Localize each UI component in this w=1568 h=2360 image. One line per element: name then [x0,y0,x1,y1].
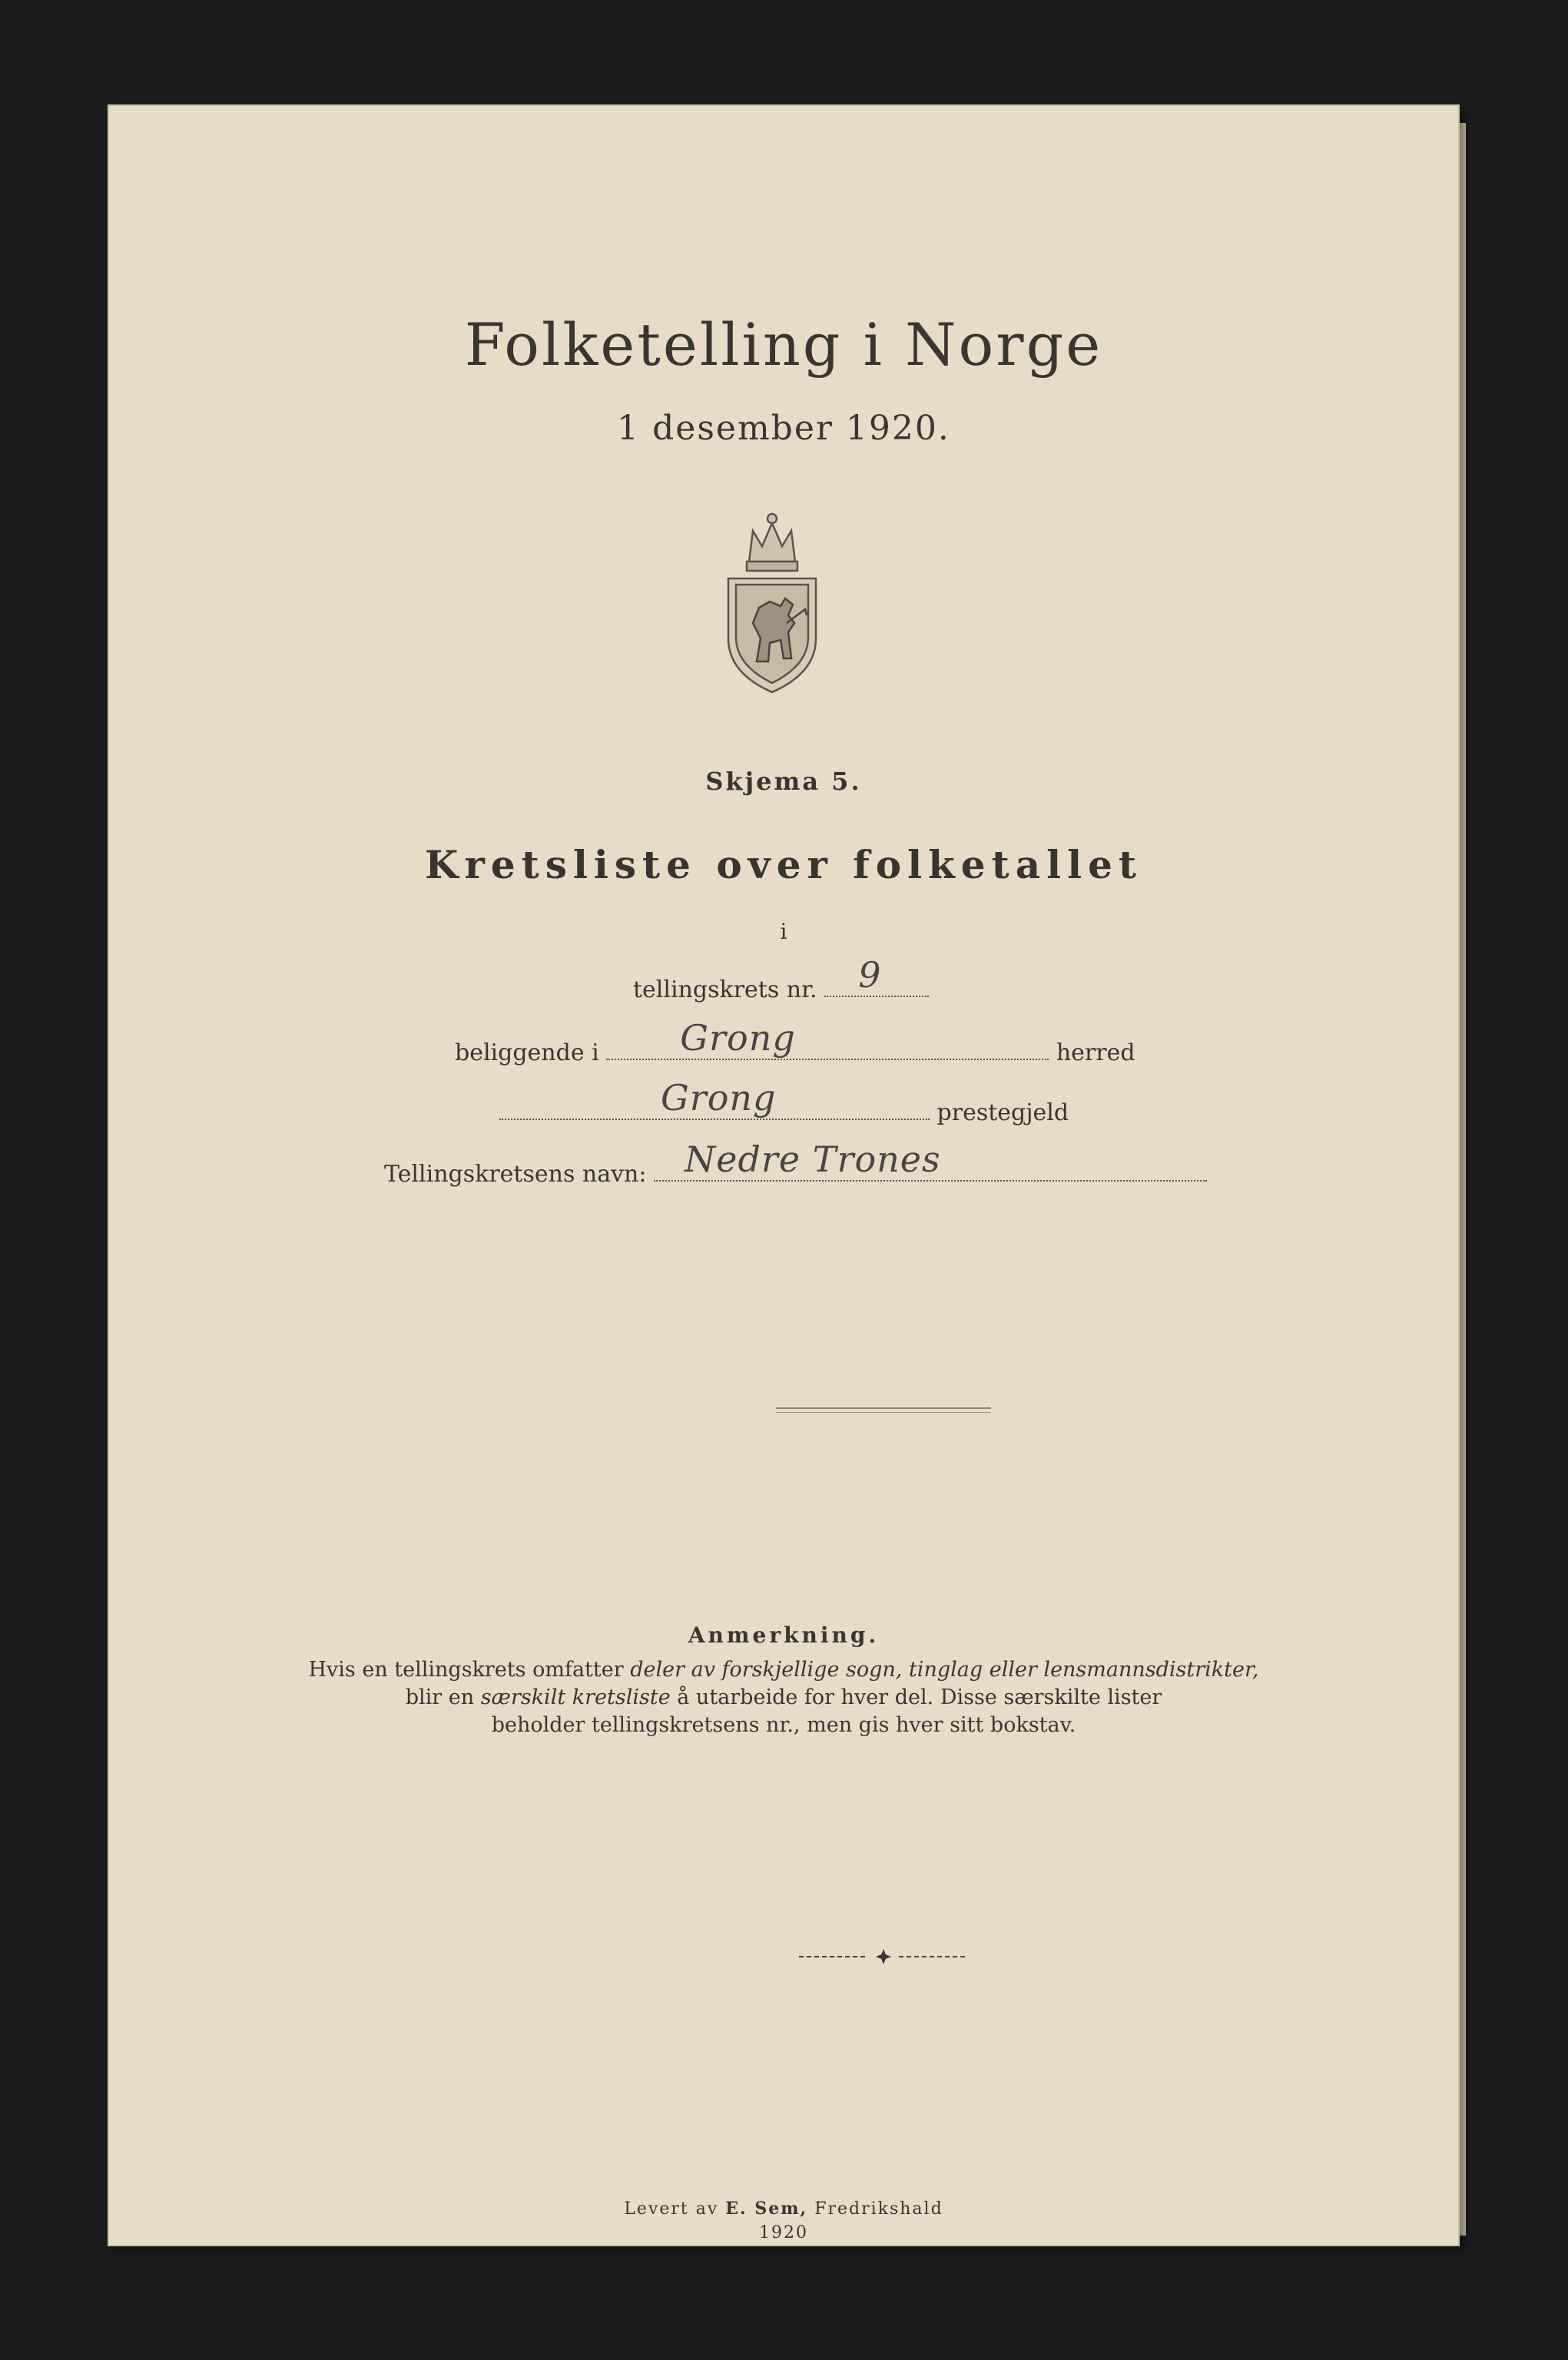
prestegjeld-value: Grong [661,1077,777,1119]
printer-city: Fredrikshald [807,2199,943,2219]
printer-credit-prefix: Levert av [624,2199,726,2219]
tellingskrets-value: 9 [858,954,882,996]
note-line-1-emphasis: deler av forskjellige sogn, tinglag eller lensmannsdistrikter, [630,1658,1259,1682]
herred-label: herred [1056,1039,1135,1066]
field-tellingskrets [633,954,929,1003]
decorative-divider-icon [799,1945,968,1968]
navn-value: Nedre Trones [685,1139,941,1180]
printer-name: E. Sem, [725,2199,808,2219]
census-form-page [108,104,1460,2246]
prestegjeld-label: prestegjeld [936,1099,1069,1126]
field-prestegjeld [499,1077,1069,1126]
note-line-2 [108,1685,1460,1709]
note-line-2-text-a: blir en [405,1685,481,1709]
field-navn [384,1139,1207,1188]
note-line-2-emphasis: særskilt kretsliste [480,1685,671,1709]
note-line-1-text: Hvis en tellingskrets omfatter [308,1658,631,1682]
schema-label: Skjema 5. [705,767,862,796]
navn-label: Tellingskretsens navn: [384,1161,647,1188]
connector-text: i [780,919,787,944]
tellingskrets-line [824,954,929,997]
note-line-1 [108,1658,1460,1682]
form-heading: Kretsliste over folketallet [425,842,1142,887]
note-line-2-text-c: å utarbeide for hver del. Disse særskilte lister [670,1685,1162,1709]
navn-line [654,1139,1207,1182]
note-line-3: beholder tellingskretsens nr., men gis hver sitt bokstav. [491,1713,1076,1737]
prestegjeld-line [499,1077,930,1120]
printer-credit [108,2199,1460,2219]
printer-year: 1920 [759,2223,808,2242]
divider-line [776,1407,991,1409]
divider-line-thin [776,1412,991,1413]
note-title: Anmerkning. [688,1622,880,1648]
coat-of-arms-icon [714,508,830,700]
beliggende-value: Grong [680,1017,796,1059]
beliggende-line [606,1017,1049,1060]
beliggende-label: beliggende i [455,1039,599,1066]
field-beliggende [455,1017,1135,1066]
document-date: 1 desember 1920. [617,409,950,448]
document-title: Folketelling i Norge [464,310,1103,379]
tellingskrets-label: tellingskrets nr. [633,976,817,1003]
